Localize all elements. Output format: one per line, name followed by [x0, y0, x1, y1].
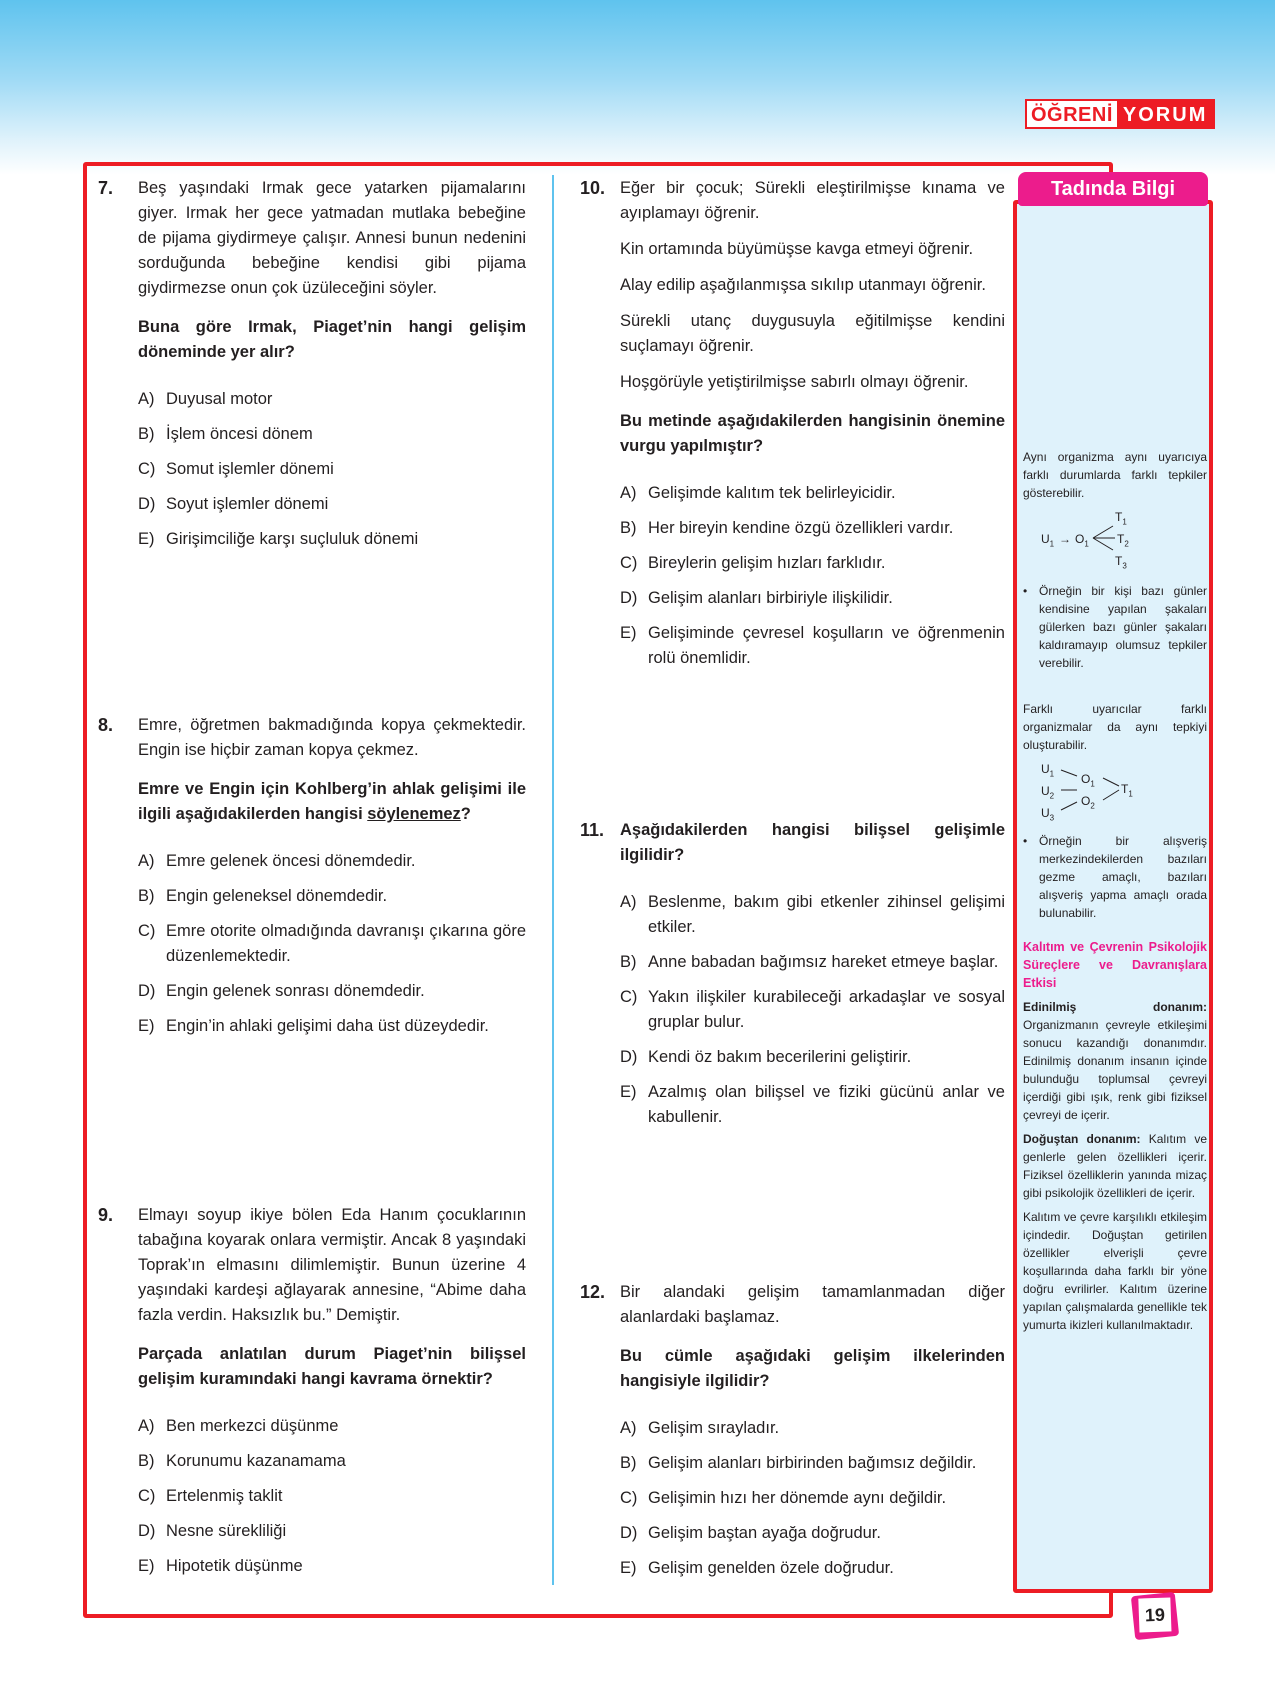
option-e[interactable]	[138, 1554, 526, 1579]
diagram-o1: $O_1$	[1075, 532, 1089, 549]
option-text: Engin gelenek sonrası dönemdedir.	[166, 982, 425, 1000]
option-e[interactable]	[138, 527, 526, 552]
option-letter: C)	[620, 988, 638, 1006]
options-list	[138, 849, 526, 1039]
sidebar-title: Tadında Bilgi	[1018, 172, 1208, 206]
option-letter: B)	[138, 887, 155, 905]
option-b[interactable]	[138, 422, 526, 447]
option-text: Hipotetik düşünme	[166, 1557, 303, 1575]
stimulus-response-diagram-2	[1023, 760, 1207, 824]
stimulus-response-diagram-1	[1023, 508, 1207, 571]
option-letter: C)	[138, 1487, 156, 1505]
diagram-u1: $U_1$	[1041, 532, 1055, 549]
question-stem: Bu metinde aşağıdakilerden hangisinin önemine vurgu yapılmıştır?	[620, 412, 1005, 455]
option-text: Soyut işlemler dönemi	[166, 495, 329, 513]
option-text: Bireylerin gelişim hızları farklıdır.	[648, 554, 886, 572]
sidebar-bullet	[1023, 582, 1207, 672]
option-text: Yakın ilişkiler kurabileceği arkadaşlar ve sosyal gruplar bulur.	[648, 988, 1005, 1031]
brand-logo-part1: ÖĞRENİ	[1027, 101, 1117, 127]
option-letter: E)	[620, 624, 637, 642]
option-letter: A)	[138, 390, 155, 408]
diagram-t1: $T_1$	[1115, 510, 1127, 527]
option-e[interactable]	[620, 621, 1005, 671]
option-text: Kendi öz bakım becerilerini geliştirir.	[648, 1048, 912, 1066]
option-text: Ertelenmiş taklit	[166, 1487, 283, 1505]
diagram-t2: $T_2$	[1117, 532, 1129, 549]
question-text: Emre, öğretmen bakmadığında kopya çekmektedir. Engin ise hiçbir zaman kopya çekmez.	[138, 716, 526, 759]
option-b[interactable]	[620, 1451, 1005, 1476]
option-text: Nesne sürekliliği	[166, 1522, 287, 1540]
option-text: Anne babadan bağımsız hareket etmeye başlar.	[648, 953, 999, 971]
option-letter: A)	[620, 893, 637, 911]
bullet-text: Örneğin bir kişi bazı günler kendisine yapılan şakaları gülerken bazı günler şakaları kaldıramayıp olumsuz tepkiler verebilir.	[1039, 584, 1207, 670]
question-paragraph: Sürekli utanç duygusuyla eğitilmişse kendini suçlamayı öğrenir.	[620, 312, 1005, 355]
option-text: Azalmış olan bilişsel ve fiziki gücünü anlar ve kabullenir.	[648, 1083, 1005, 1126]
option-d[interactable]	[138, 979, 526, 1004]
sidebar-paragraph	[1023, 1130, 1207, 1202]
option-text: Gelişimin hızı her dönemde aynı değildir.	[648, 1489, 947, 1507]
term-label: Edinilmiş donanım:	[1023, 1000, 1207, 1014]
diagram-t1: $T_1$	[1121, 782, 1133, 799]
option-text: Gelişim sırayladır.	[648, 1419, 780, 1437]
question-number: 7.	[98, 178, 114, 198]
question-stem: Parçada anlatılan durum Piaget’nin bilişsel gelişim kuramındaki hangi kavrama örnektir?	[138, 1345, 526, 1388]
option-letter: E)	[138, 1017, 155, 1035]
option-e[interactable]	[620, 1556, 1005, 1581]
option-text: Gelişim baştan ayağa doğrudur.	[648, 1524, 881, 1542]
option-letter: D)	[620, 589, 638, 607]
sidebar-paragraph	[1023, 998, 1207, 1124]
question-number: 10.	[580, 178, 606, 198]
option-b[interactable]	[138, 884, 526, 909]
option-letter: D)	[620, 1524, 638, 1542]
options-list	[620, 1416, 1005, 1581]
option-text: Beslenme, bakım gibi etkenler zihinsel gelişimi etkiler.	[648, 893, 1005, 936]
question-number: 12.	[580, 1282, 606, 1302]
option-letter: E)	[138, 1557, 155, 1575]
option-letter: C)	[138, 460, 156, 478]
option-letter: A)	[620, 484, 637, 502]
option-d[interactable]	[138, 1519, 526, 1544]
sidebar-block-3	[1023, 938, 1207, 1340]
question-7	[98, 176, 526, 562]
option-a[interactable]	[138, 1414, 526, 1439]
question-paragraph: Alay edilip aşağılanmışsa sıkılıp utanmayı öğrenir.	[620, 276, 986, 294]
option-e[interactable]	[620, 1080, 1005, 1130]
question-11	[580, 818, 1005, 1140]
sky-gradient-banner	[0, 0, 1275, 175]
option-letter: E)	[620, 1083, 637, 1101]
term-definition: Kalıtım ve genlerle gelen özellikleri içerir. Fiziksel özelliklerin yanında mizaç gibi psikolojik özellikleri de içerir.	[1023, 1132, 1207, 1200]
option-text: Emre otorite olmadığında davranışı çıkarına göre düzenlemektedir.	[166, 922, 526, 965]
bullet-icon: •	[1023, 584, 1028, 598]
option-letter: D)	[138, 982, 156, 1000]
option-text: Gelişim genelden özele doğrudur.	[648, 1559, 894, 1577]
option-a[interactable]	[620, 481, 1005, 506]
diagram-u2: $U_2$	[1041, 784, 1055, 801]
brand-logo-part2: YORUM	[1117, 101, 1213, 127]
question-stem: Aşağıdakilerden hangisi bilişsel gelişimle ilgilidir?	[620, 821, 1005, 864]
diagram-o1: $O_1$	[1081, 772, 1095, 789]
option-text: Gelişim alanları birbiriyle ilişkilidir.	[648, 589, 893, 607]
option-text: Ben merkezci düşünme	[166, 1417, 339, 1435]
option-b[interactable]	[620, 516, 1005, 541]
option-letter: A)	[620, 1419, 637, 1437]
option-text: Emre gelenek öncesi dönemdedir.	[166, 852, 416, 870]
option-letter: E)	[620, 1559, 637, 1577]
option-letter: A)	[138, 852, 155, 870]
bullet-icon: •	[1023, 834, 1028, 848]
question-8	[98, 713, 526, 1049]
question-text: Elmayı soyup ikiye bölen Eda Hanım çocuklarının tabağına koyarak onlara vermiştir. Ancak 8 yaşındaki Toprak’ın elmasını dilimlemiştir. Bunun üzerine 4 yaşındaki kardeşi ağlayarak annesine, “Abime daha fazla verdin. Haksızlık bu.” Demiştir.	[138, 1206, 526, 1324]
options-list	[620, 481, 1005, 671]
option-a[interactable]	[620, 890, 1005, 940]
question-text: Beş yaşındaki Irmak gece yatarken pijamalarını giyer. Irmak her gece yatmadan mutlaka bebeğine de pijama giydirmeye çalışır. Annesi bunun nedenini sorduğunda bebeğine kendisi gibi pijama giydirmezse onun çok üzüleceğini söyler.	[138, 179, 526, 297]
diagram-t3: $T_3$	[1115, 554, 1127, 571]
term-definition: Organizmanın çevreyle etkileşimi sonucu kazandığı donanımdır. Edinilmiş donanım insanın içinde bulunduğu toplumsal çevreyi içerdiği gibi ışık, renk gibi fiziksel çevreyi de içerir.	[1023, 1018, 1207, 1122]
option-text: Gelişiminde çevresel koşulların ve öğrenmenin rolü önemlidir.	[648, 624, 1005, 667]
option-letter: B)	[620, 519, 637, 537]
info-sidebar	[1013, 200, 1213, 1593]
arrow-right-icon: →	[1059, 532, 1071, 546]
sidebar-bullet	[1023, 832, 1207, 922]
diagram-u1: $U_1$	[1041, 762, 1055, 779]
term-label: Doğuştan donanım:	[1023, 1132, 1141, 1146]
option-letter: E)	[138, 530, 155, 548]
page-number: 19	[1138, 1597, 1171, 1632]
option-letter: C)	[620, 1489, 638, 1507]
question-9	[98, 1203, 526, 1589]
sidebar-heading: Kalıtım ve Çevrenin Psikolojik Süreçlere ve Davranışlara Etkisi	[1023, 940, 1207, 990]
option-a[interactable]	[620, 1416, 1005, 1441]
question-paragraph: Kin ortamında büyümüşse kavga etmeyi öğrenir.	[620, 240, 974, 258]
question-stem: Bu cümle aşağıdaki gelişim ilkelerinden hangisiyle ilgilidir?	[620, 1347, 1005, 1390]
option-b[interactable]	[138, 1449, 526, 1474]
option-c[interactable]	[620, 551, 1005, 576]
diagram-o2: $O_2$	[1081, 794, 1095, 811]
question-10	[580, 176, 1005, 681]
option-c[interactable]	[138, 919, 526, 969]
option-e[interactable]	[138, 1014, 526, 1039]
option-text: Somut işlemler dönemi	[166, 460, 334, 478]
sidebar-block-1	[1023, 448, 1207, 672]
option-c[interactable]	[138, 457, 526, 482]
question-12	[580, 1280, 1005, 1591]
option-letter: D)	[138, 495, 156, 513]
question-stem	[138, 777, 526, 827]
converging-lines-icon	[1057, 764, 1177, 820]
option-letter: D)	[620, 1048, 638, 1066]
question-number: 8.	[98, 715, 114, 735]
option-text: Engin’in ahlaki gelişimi daha üst düzeydedir.	[166, 1017, 489, 1035]
stem-underlined-word: söylenemez	[367, 805, 461, 823]
question-number: 9.	[98, 1205, 114, 1225]
option-d[interactable]	[620, 1045, 1005, 1070]
column-divider	[552, 175, 554, 1585]
sidebar-paragraph: Kalıtım ve çevre karşılıklı etkileşim içindedir. Doğuştan getirilen özellikler elverişli çevre koşullarında daha farklı bir yöne doğru evrilirler. Kalıtım üzerine yapılan çalışmalarda genellikle tek yumurta ikizleri kullanılmaktadır.	[1023, 1210, 1207, 1332]
page-number-badge	[1131, 1592, 1179, 1640]
stem-suffix: ?	[460, 805, 471, 823]
option-letter: B)	[138, 425, 155, 443]
option-letter: B)	[138, 1452, 155, 1470]
option-text: İşlem öncesi dönem	[166, 425, 313, 443]
option-text: Engin geleneksel dönemdedir.	[166, 887, 388, 905]
option-a[interactable]	[138, 387, 526, 412]
question-paragraph: Eğer bir çocuk; Sürekli eleştirilmişse kınama ve ayıplamayı öğrenir.	[620, 179, 1005, 222]
question-stem: Buna göre Irmak, Piaget’nin hangi gelişim döneminde yer alır?	[138, 318, 526, 361]
option-text: Gelişimde kalıtım tek belirleyicidir.	[648, 484, 896, 502]
stem-prefix: Emre ve Engin için Kohlberg’in ahlak gelişimi ile ilgili aşağıdakilerden hangisi	[138, 780, 526, 823]
option-letter: C)	[138, 922, 156, 940]
option-a[interactable]	[138, 849, 526, 874]
diagram-u3: $U_3$	[1041, 806, 1055, 823]
sidebar-text: Aynı organizma aynı uyarıcıya farklı durumlarda farklı tepkiler gösterebilir.	[1023, 450, 1207, 500]
option-c[interactable]	[620, 985, 1005, 1035]
option-letter: C)	[620, 554, 638, 572]
option-d[interactable]	[138, 492, 526, 517]
option-text: Duyusal motor	[166, 390, 273, 408]
bullet-text: Örneğin bir alışveriş merkezindekilerden bazıları gezme amaçlı, bazıları alışveriş yapma amaçlı orada bulunabilir.	[1039, 834, 1207, 920]
option-d[interactable]	[620, 1521, 1005, 1546]
branch-lines-icon	[1091, 518, 1117, 558]
sidebar-text: Farklı uyarıcılar farklı organizmalar da aynı tepkiyi oluşturabilir.	[1023, 702, 1207, 752]
option-b[interactable]	[620, 950, 1005, 975]
options-list	[138, 1414, 526, 1579]
option-letter: D)	[138, 1522, 156, 1540]
sidebar-block-2	[1023, 700, 1207, 922]
option-letter: B)	[620, 1454, 637, 1472]
options-list	[138, 387, 526, 552]
question-number: 11.	[580, 820, 605, 840]
option-letter: A)	[138, 1417, 155, 1435]
option-text: Girişimciliğe karşı suçluluk dönemi	[166, 530, 419, 548]
question-text: Bir alandaki gelişim tamamlanmadan diğer alanlardaki başlamaz.	[620, 1283, 1005, 1326]
option-c[interactable]	[620, 1486, 1005, 1511]
options-list	[620, 890, 1005, 1130]
brand-logo	[1025, 99, 1215, 129]
option-text: Her bireyin kendine özgü özellikleri vardır.	[648, 519, 954, 537]
option-c[interactable]	[138, 1484, 526, 1509]
option-text: Korunumu kazanamama	[166, 1452, 346, 1470]
option-d[interactable]	[620, 586, 1005, 611]
option-letter: B)	[620, 953, 637, 971]
question-paragraph: Hoşgörüyle yetiştirilmişse sabırlı olmayı öğrenir.	[620, 373, 969, 391]
option-text: Gelişim alanları birbirinden bağımsız değildir.	[648, 1454, 977, 1472]
